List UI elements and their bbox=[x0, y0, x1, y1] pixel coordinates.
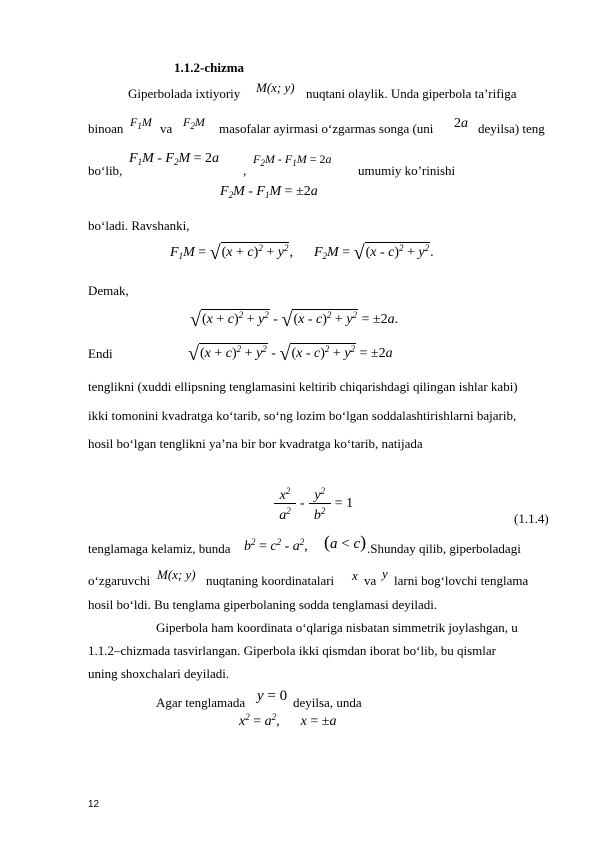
paragraph-text: larni bog‘lovchi tenglama bbox=[394, 573, 529, 588]
paragraph-text: , bbox=[243, 163, 247, 178]
paragraph-text: Demak, bbox=[88, 283, 129, 298]
formula-endi: $√(x + c)^2 + y^2 - √(x - c)^2 + y^2 = \pm 2a$ bbox=[188, 343, 393, 365]
paragraph-text: deyilsa) teng bbox=[478, 121, 545, 136]
formula-diff-2: $F_2M - F_1M = 2a$ bbox=[253, 152, 332, 168]
paragraph-text: va bbox=[160, 121, 173, 136]
formula-a-less-c: (a < c) bbox=[324, 532, 367, 552]
formula-vertices: $x^2 = a^2$, x = ±a bbox=[239, 712, 337, 729]
formula-general: $F_2M - F_1M = \pm 2a$ bbox=[220, 184, 318, 200]
paragraph-text: Agar tenglamada bbox=[156, 695, 246, 710]
formula-canonical: $x^2$ $a^2$ - $y^2$ $b^2$ = 1 bbox=[274, 484, 353, 523]
formula-f1m: $F_1M$ bbox=[130, 115, 152, 131]
paragraph-text: uning shoxchalari deyiladi. bbox=[88, 666, 230, 681]
formula-x: x bbox=[352, 568, 358, 583]
paragraph-text: tenglamaga kelamiz, bunda bbox=[88, 541, 231, 556]
formula-distances: $F_1M = √(x + c)^2 + y^2$, $F_2M = √(x - c)^2 + y^2$. bbox=[170, 242, 434, 264]
paragraph-text: hosil bo‘lgan tenglikni ya’na bir bor kvadratga ko‘tarib, natijada bbox=[88, 436, 423, 451]
paragraph-text: binoan bbox=[88, 121, 124, 136]
paragraph-text: Endi bbox=[88, 346, 113, 361]
paragraph-text: o‘zgaruvchi bbox=[88, 573, 151, 588]
paragraph-text: ikki tomonini kvadratga ko‘tarib, so‘ng lozim bo‘lgan soddalashtirishlarni bajarib, bbox=[88, 408, 517, 423]
formula-point-m: M(x; y) bbox=[157, 567, 196, 582]
paragraph-text: tenglikni (xuddi ellipsning tenglamasini keltirib chiqarishdagi qilingan ishlar kabi) bbox=[88, 379, 518, 394]
paragraph-text: hosil bo‘ldi. Bu tenglama giperbolaning sodda tenglamasi deyiladi. bbox=[88, 597, 438, 612]
paragraph-text: nuqtani olaylik. Unda giperbola ta’rifiga bbox=[306, 86, 517, 101]
paragraph-text: va bbox=[364, 573, 377, 588]
paragraph-text: nuqtaning koordinatalari bbox=[206, 573, 335, 588]
formula-demak: $√(x + c)^2 + y^2 - √(x - c)^2 + y^2 = \pm 2a$. bbox=[190, 309, 399, 331]
formula-y-zero: y = 0 bbox=[257, 688, 288, 704]
paragraph-text: bo‘ladi. Ravshanki, bbox=[88, 218, 190, 233]
paragraph-text: .Shunday qilib, giperboladagi bbox=[367, 541, 521, 556]
formula-b-squared: $b^2 = c^2 - a^2$, bbox=[244, 537, 308, 554]
paragraph-text: Giperbola ham koordinata o‘qlariga nisbatan simmetrik joylashgan, u bbox=[156, 620, 518, 635]
equation-number: (1.1.4) bbox=[514, 511, 549, 526]
formula-point-m: M(x; y) bbox=[256, 80, 295, 95]
formula-2a: 2a bbox=[454, 116, 468, 131]
paragraph-text: masofalar ayirmasi o‘zgarmas songa (uni bbox=[219, 121, 434, 136]
formula-y: y bbox=[382, 566, 388, 581]
paragraph-text: bo‘lib, bbox=[88, 163, 123, 178]
paragraph-text: umumiy ko’rinishi bbox=[358, 163, 456, 178]
paragraph-text: 1.1.2–chizmada tasvirlangan. Giperbola ikki qismdan iborat bo‘lib, bu qismlar bbox=[88, 643, 496, 658]
paragraph-text: Giperbolada ixtiyoriy bbox=[128, 86, 241, 101]
figure-heading: 1.1.2-chizma bbox=[174, 60, 245, 75]
paragraph-text: deyilsa, unda bbox=[293, 695, 362, 710]
formula-f2m: $F_2M$ bbox=[183, 115, 205, 131]
formula-diff-1: $F_1M - F_2M = 2a$ bbox=[129, 151, 220, 167]
page-number: 12 bbox=[88, 799, 100, 810]
